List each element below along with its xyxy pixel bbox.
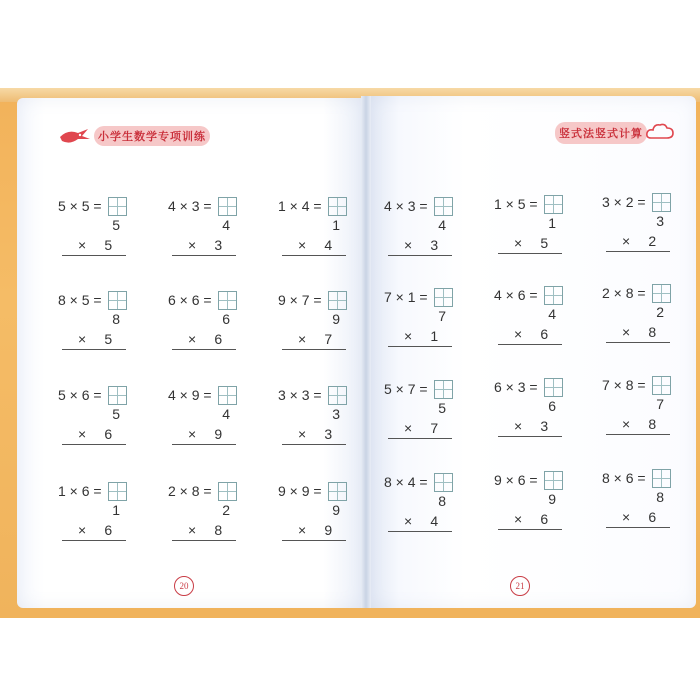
times-sign: ×: [78, 331, 87, 347]
equation-text: 8 × 5 =: [58, 292, 102, 308]
top-operand: 2: [656, 304, 664, 320]
equation: [168, 481, 237, 501]
problem: [168, 385, 258, 455]
bottom-operand: 8: [214, 522, 223, 538]
result-line: [282, 444, 346, 445]
equation: [278, 385, 347, 405]
problem: [602, 375, 692, 445]
bottom-operand: 5: [104, 331, 113, 347]
times-sign: ×: [78, 237, 87, 253]
operator-row: [622, 416, 656, 434]
equation-text: 4 × 9 =: [168, 387, 212, 403]
operator-row: [514, 511, 548, 529]
operator-row: [188, 522, 222, 540]
problem: [494, 470, 584, 540]
bottom-operand: 9: [324, 522, 333, 538]
left-header-title: 小学生数学专项训练: [98, 131, 206, 143]
equation-text: 8 × 4 =: [384, 474, 428, 490]
equation-text: 7 × 8 =: [602, 377, 646, 393]
problem: [278, 385, 368, 455]
equation: [168, 196, 237, 216]
times-sign: ×: [298, 237, 307, 253]
bottom-operand: 6: [540, 511, 549, 527]
bottom-operand: 6: [540, 326, 549, 342]
times-sign: ×: [188, 331, 197, 347]
result-line: [498, 344, 562, 345]
times-sign: ×: [622, 509, 631, 525]
times-sign: ×: [78, 426, 87, 442]
top-operand: 5: [112, 406, 120, 422]
answer-box[interactable]: [544, 286, 563, 305]
top-operand: 7: [656, 396, 664, 412]
equation-text: 3 × 3 =: [278, 387, 322, 403]
times-sign: ×: [404, 237, 413, 253]
answer-box[interactable]: [434, 288, 453, 307]
problem: [494, 377, 584, 447]
top-operand: 1: [332, 217, 340, 233]
cloud-icon: [645, 120, 675, 142]
bottom-operand: 7: [324, 331, 333, 347]
equation-text: 6 × 6 =: [168, 292, 212, 308]
answer-box[interactable]: [108, 291, 127, 310]
bottom-operand: 4: [324, 237, 333, 253]
top-operand: 4: [222, 217, 230, 233]
equation: [494, 285, 563, 305]
problem: [494, 285, 584, 355]
result-line: [62, 349, 126, 350]
answer-box[interactable]: [434, 197, 453, 216]
operator-row: [404, 237, 438, 255]
times-sign: ×: [622, 416, 631, 432]
top-operand: 4: [438, 217, 446, 233]
times-sign: ×: [298, 331, 307, 347]
top-operand: 9: [332, 311, 340, 327]
result-line: [606, 527, 670, 528]
top-operand: 9: [332, 502, 340, 518]
result-line: [172, 540, 236, 541]
operator-row: [298, 331, 332, 349]
problem: [58, 290, 148, 360]
times-sign: ×: [404, 513, 413, 529]
problem: [384, 472, 474, 542]
top-operand: 6: [222, 311, 230, 327]
answer-box[interactable]: [652, 193, 671, 212]
result-line: [498, 529, 562, 530]
times-sign: ×: [622, 233, 631, 249]
answer-box[interactable]: [328, 482, 347, 501]
equation: [278, 481, 347, 501]
operator-row: [188, 237, 222, 255]
operator-row: [78, 522, 112, 540]
bottom-operand: 9: [214, 426, 223, 442]
equation-text: 4 × 3 =: [168, 198, 212, 214]
top-operand: 9: [548, 491, 556, 507]
bottom-operand: 5: [540, 235, 549, 251]
equation-text: 4 × 6 =: [494, 287, 538, 303]
bottom-operand: 3: [430, 237, 439, 253]
operator-row: [622, 509, 656, 527]
equation: [384, 196, 453, 216]
equation-text: 1 × 4 =: [278, 198, 322, 214]
bottom-operand: 6: [214, 331, 223, 347]
equation: [602, 283, 671, 303]
bottom-operand: 1: [430, 328, 439, 344]
problem: [168, 196, 258, 266]
bottom-operand: 5: [104, 237, 113, 253]
problem: [58, 196, 148, 266]
top-operand: 3: [332, 406, 340, 422]
bottom-operand: 6: [104, 522, 113, 538]
problem: [602, 468, 692, 538]
operator-row: [622, 233, 656, 251]
result-line: [172, 349, 236, 350]
top-operand: 2: [222, 502, 230, 518]
bottom-operand: 4: [430, 513, 439, 529]
bottom-operand: 8: [648, 324, 657, 340]
equation-text: 9 × 6 =: [494, 472, 538, 488]
result-line: [606, 342, 670, 343]
result-line: [282, 349, 346, 350]
equation-text: 4 × 3 =: [384, 198, 428, 214]
answer-box[interactable]: [544, 378, 563, 397]
problem: [602, 192, 692, 262]
equation-text: 5 × 7 =: [384, 381, 428, 397]
equation: [602, 468, 671, 488]
answer-box[interactable]: [434, 380, 453, 399]
problem: [384, 287, 474, 357]
operator-row: [298, 237, 332, 255]
right-header: [555, 122, 647, 144]
answer-box[interactable]: [218, 291, 237, 310]
equation-text: 2 × 8 =: [168, 483, 212, 499]
times-sign: ×: [404, 420, 413, 436]
bottom-operand: 8: [648, 416, 657, 432]
operator-row: [188, 426, 222, 444]
answer-box[interactable]: [652, 376, 671, 395]
equation: [58, 290, 127, 310]
result-line: [498, 253, 562, 254]
answer-box[interactable]: [108, 197, 127, 216]
times-sign: ×: [298, 522, 307, 538]
top-operand: 4: [548, 306, 556, 322]
equation: [384, 287, 453, 307]
problem: [278, 196, 368, 266]
bottom-operand: 3: [214, 237, 223, 253]
top-operand: 6: [548, 398, 556, 414]
times-sign: ×: [514, 511, 523, 527]
operator-row: [298, 522, 332, 540]
result-line: [62, 444, 126, 445]
operator-row: [404, 328, 438, 346]
operator-row: [514, 418, 548, 436]
problem: [278, 481, 368, 551]
problem: [602, 283, 692, 353]
bird-icon: [58, 125, 92, 147]
equation: [602, 375, 671, 395]
bottom-operand: 2: [648, 233, 657, 249]
problem: [278, 290, 368, 360]
answer-box[interactable]: [328, 386, 347, 405]
equation: [58, 481, 127, 501]
equation: [384, 379, 453, 399]
equation-text: 9 × 7 =: [278, 292, 322, 308]
top-operand: 5: [438, 400, 446, 416]
left-header-banner: [94, 126, 210, 146]
equation: [494, 377, 563, 397]
problem: [384, 379, 474, 449]
equation: [278, 196, 347, 216]
operator-row: [298, 426, 332, 444]
result-line: [62, 540, 126, 541]
problem: [168, 481, 258, 551]
bottom-operand: 3: [540, 418, 549, 434]
times-sign: ×: [404, 328, 413, 344]
result-line: [388, 438, 452, 439]
equation: [168, 385, 237, 405]
bottom-operand: 6: [104, 426, 113, 442]
answer-box[interactable]: [652, 284, 671, 303]
answer-box[interactable]: [108, 386, 127, 405]
equation: [58, 385, 127, 405]
operator-row: [78, 426, 112, 444]
top-operand: 5: [112, 217, 120, 233]
operator-row: [188, 331, 222, 349]
result-line: [282, 540, 346, 541]
times-sign: ×: [514, 418, 523, 434]
answer-box[interactable]: [544, 195, 563, 214]
operator-row: [514, 326, 548, 344]
equation-text: 6 × 3 =: [494, 379, 538, 395]
problem: [168, 290, 258, 360]
equation: [602, 192, 671, 212]
answer-box[interactable]: [328, 291, 347, 310]
answer-box[interactable]: [328, 197, 347, 216]
times-sign: ×: [188, 426, 197, 442]
top-operand: 4: [222, 406, 230, 422]
equation: [58, 196, 127, 216]
times-sign: ×: [622, 324, 631, 340]
answer-box[interactable]: [652, 469, 671, 488]
result-line: [388, 255, 452, 256]
answer-box[interactable]: [544, 471, 563, 490]
top-operand: 8: [112, 311, 120, 327]
problem: [494, 194, 584, 264]
page-number-right: 21: [510, 576, 530, 596]
result-line: [498, 436, 562, 437]
answer-box[interactable]: [108, 482, 127, 501]
equation-text: 7 × 1 =: [384, 289, 428, 305]
bottom-operand: 6: [648, 509, 657, 525]
result-line: [606, 434, 670, 435]
result-line: [62, 255, 126, 256]
operator-row: [404, 420, 438, 438]
left-header: [58, 124, 210, 148]
right-header-title: 竖式法竖式计算: [559, 128, 643, 140]
answer-box[interactable]: [218, 482, 237, 501]
result-line: [172, 444, 236, 445]
equation: [494, 194, 563, 214]
top-operand: 1: [112, 502, 120, 518]
problem: [384, 196, 474, 266]
times-sign: ×: [514, 326, 523, 342]
result-line: [282, 255, 346, 256]
page-number-left: 20: [174, 576, 194, 596]
equation: [278, 290, 347, 310]
equation: [494, 470, 563, 490]
operator-row: [78, 237, 112, 255]
equation-text: 1 × 6 =: [58, 483, 102, 499]
answer-box[interactable]: [218, 386, 237, 405]
answer-box[interactable]: [218, 197, 237, 216]
equation: [168, 290, 237, 310]
top-operand: 7: [438, 308, 446, 324]
times-sign: ×: [188, 237, 197, 253]
times-sign: ×: [188, 522, 197, 538]
operator-row: [514, 235, 548, 253]
operator-row: [622, 324, 656, 342]
bottom-operand: 3: [324, 426, 333, 442]
equation-text: 1 × 5 =: [494, 196, 538, 212]
result-line: [606, 251, 670, 252]
bottom-operand: 7: [430, 420, 439, 436]
operator-row: [78, 331, 112, 349]
result-line: [388, 531, 452, 532]
top-operand: 3: [656, 213, 664, 229]
times-sign: ×: [514, 235, 523, 251]
problem: [58, 385, 148, 455]
problem: [58, 481, 148, 551]
equation: [384, 472, 453, 492]
result-line: [172, 255, 236, 256]
times-sign: ×: [298, 426, 307, 442]
equation-text: 5 × 5 =: [58, 198, 102, 214]
top-operand: 8: [438, 493, 446, 509]
equation-text: 5 × 6 =: [58, 387, 102, 403]
equation-text: 9 × 9 =: [278, 483, 322, 499]
top-operand: 8: [656, 489, 664, 505]
times-sign: ×: [78, 522, 87, 538]
answer-box[interactable]: [434, 473, 453, 492]
operator-row: [404, 513, 438, 531]
equation-text: 2 × 8 =: [602, 285, 646, 301]
equation-text: 3 × 2 =: [602, 194, 646, 210]
top-operand: 1: [548, 215, 556, 231]
equation-text: 8 × 6 =: [602, 470, 646, 486]
result-line: [388, 346, 452, 347]
